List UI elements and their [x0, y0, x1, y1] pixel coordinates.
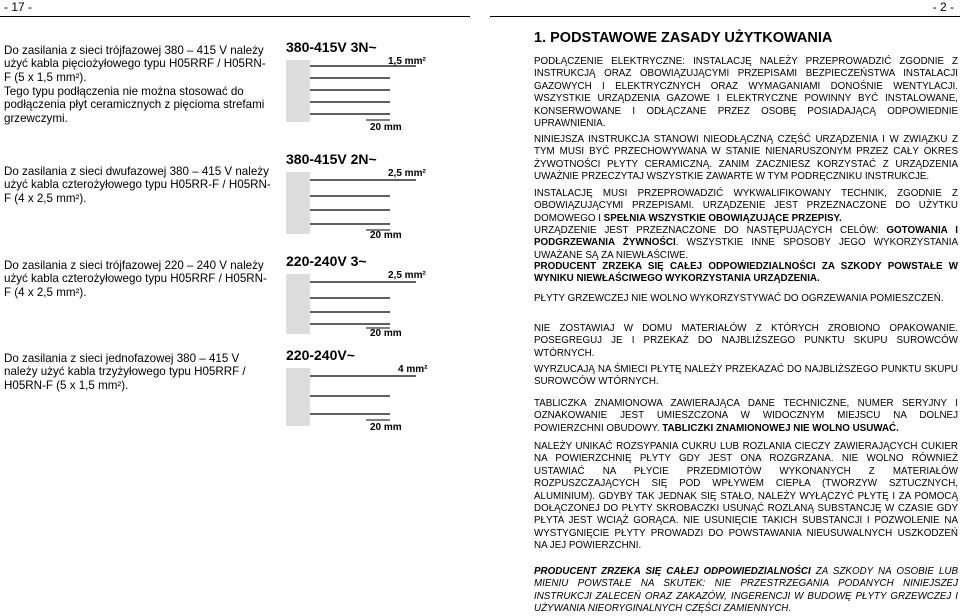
- diagram-section: 1,5 mm²: [388, 56, 426, 67]
- paragraph-bold-text: SPEŁNIA WSZYSTKIE OBOWIĄZUJĄCE PRZEPISY.: [603, 212, 842, 224]
- paragraph-text: INSTALACJĘ MUSI PRZEPROWADZIĆ WYKWALIFIKOWANY TECHNIK, ZGODNIE Z OBOWIĄZUJĄCYMI PRZEPISAMI. URZĄDZENIE JEST PRZEZNACZONE DO UŻYTKU DOMOWEGO I: [534, 188, 958, 224]
- diagram-label: 220-240V~: [286, 347, 355, 363]
- left-paragraph-1: Do zasilania z sieci trójfazowej 380 – 415 V należy użyć kabla pięciożyłowego typu H05RRF / H05RN-F (5 x 1,5 mm²).: [4, 44, 266, 84]
- diagram-strip: 20 mm: [370, 230, 402, 241]
- safety-paragraph-2: NINIEJSZA INSTRUKCJA STANOWI NIEODŁĄCZNĄ CZĘŚĆ URZĄDZENIA I W ZWIĄZKU Z TYM MUSI BYĆ PRZECHOWYWANA W STANIE NIENARUSZONYM PRZEZ CAŁY OKRES ŻYWOTNOŚCI PŁYTY CERAMICZNĄ. ZANIM ZACZNIESZ KORZYSTAĆ Z URZĄDZENIA UWAŻNIE PRZECZYTAJ WSZYSTKIE ZAWARTE W TYM PODRĘCZNIKU INSTRUKCJE.: [534, 134, 958, 183]
- paragraph-text: . WSZYSTKIE INNE SPOSOBY JEGO WYKORZYSTANIA UWAŻANE SĄ ZA NIEWŁAŚCIWE.: [534, 237, 958, 261]
- left-paragraph-3: Do zasilania z sieci dwufazowej 380 – 415 V należy użyć kabla czterożyłowego typu H05RR-F / H05RN-F (4 x 2,5 mm²).: [4, 165, 271, 205]
- left-paragraph-5: Do zasilania z sieci jednofazowej 380 – 415 V należy użyć kabla trzyżyłowego typu H05RRF / H05RN-F (5 x 1,5 mm²).: [4, 352, 246, 392]
- safety-paragraph-1: PODŁĄCZENIE ELEKTRYCZNE: INSTALACJĘ NALEŻY PRZEPROWADZIĆ ZGODNIE Z INSTRUKCJĄ ORAZ OBOWIĄZUJĄCYMI PRZEPISAMI BEZPIECZEŃSTWA INSTALACJI GAZOWYCH I ELEKTRYCZNYCH ORAZ WYMAGANIAMI DONOŚNIE WENTYLACJI. WSZYSTKIE URZĄDZENIA GAZOWE I ELEKTRYCZNE POWINNY BYĆ INSTALOWANE, KONSERWOWANE I ODŁĄCZANE PRZEZ OSOBĘ POSIADAJĄCĄ ODPOWIEDNIE UPRAWNIENIA.: [534, 56, 958, 130]
- safety-paragraph-7: NIE ZOSTAWIAJ W DOMU MATERIAŁÓW Z KTÓRYCH ZROBIONO OPAKOWANIE. POSEGREGUJ JE I PRZEKAŻ DO NAJBLIŻSZEGO PUNKTU SKUPU SUROWCÓW WTÓRNYCH.: [534, 323, 958, 359]
- cable-diagram-3: [282, 252, 438, 344]
- safety-paragraph-8: WYRZUCAJĄ NA ŚMIECI PŁYTĘ NALEŻY PRZEKAZAĆ DO NAJBLIŻSZEGO PUNKTU SKUPU SUROWCÓW WTÓRNYCH.: [534, 364, 958, 388]
- safety-paragraph-9: [534, 398, 958, 435]
- cable-diagram-2: [282, 150, 438, 242]
- paragraph-text: TABLICZKA ZNAMIONOWA ZAWIERAJĄCA DANE TECHNICZNE, NUMER SERYJNY I OZNAKOWANIE JEST UMIESZCZONA W WIDOCZNYM MIEJSCU NA DOLNEJ POWIERZCHNI OBUDOWY.: [534, 398, 958, 434]
- diagram-section: 4 mm²: [398, 364, 428, 375]
- diagram-strip: 20 mm: [370, 422, 402, 433]
- safety-paragraph-4: [534, 225, 958, 262]
- left-paragraph-4: Do zasilania z sieci trójfazowej 220 – 240 V należy użyć kabla czterożyłowego typu H05RRF / H05RN-F (4 x 2,5 mm²).: [4, 259, 267, 299]
- diagram-strip: 20 mm: [370, 328, 402, 339]
- paragraph-bold-text: PRODUCENT ZRZEKA SIĘ CAŁEJ ODPOWIEDZIALNOŚCI: [534, 566, 811, 577]
- cable-diagram-4: [282, 346, 438, 438]
- left-page-number: - 17 -: [4, 0, 33, 14]
- cable-diagram-1: [282, 38, 438, 130]
- safety-paragraph-10: NALEŻY UNIKAĆ ROZSYPANIA CUKRU LUB ROZLANIA CIECZY ZAWIERAJĄCYCH CUKIER NA POWIERZCHNIĘ PŁYTY GDY JEST ONA ROZGRZANA. NIE WOLNO RÓWNIEŻ USTAWIAĆ NA PŁYCIE PRZEDMIOTÓW WYKONANYCH Z MATERIAŁÓW ROZPUSZCZAJĄCYCH SIĘ POD WPŁYWEM CIEPŁA (TWORZYW SZTUCZNYCH, ALUMINIUM). GDYBY TAK JEDNAK SIĘ STAŁO, NALEŻY WYŁĄCZYĆ PŁYTĘ I ZA POMOCĄ DOŁĄCZONEJ DO PŁYTY SKROBACZKI USUNĄĆ ROZLANĄ SUBSTANCJĘ W CZASIE GDY PŁYTA JEST WCIĄŻ GORĄCA. NIE USUNIĘCIE TAKICH SUBSTANCJI I POZWOLENIE NA WYSTYGNIĘCIE PŁYTY PROWADZI DO POWSTAWANIA NIEUSUWALNYCH USZKODZEŃ NA JEJ POWIERZCHNI.: [534, 441, 958, 552]
- left-header-rule: [0, 16, 470, 17]
- safety-paragraph-3: [534, 188, 958, 225]
- diagram-label: 380-415V 2N~: [286, 151, 377, 167]
- diagram-strip: 20 mm: [370, 122, 402, 130]
- diagram-section: 2,5 mm²: [388, 270, 426, 281]
- right-page-number: - 2 -: [932, 0, 954, 14]
- left-paragraph-2: Tego typu podłączenia nie można stosować do podłączenia płyt ceramicznych z pięcioma strefami grzewczymi.: [4, 85, 265, 125]
- safety-paragraph-5: PRODUCENT ZRZEKA SIĘ CAŁEJ ODPOWIEDZIALNOŚCI ZA SZKODY POWSTAŁE W WYNIKU NIEWŁAŚCIWEGO WYKORZYSTANIA URZĄDZENIA.: [534, 261, 958, 285]
- diagram-label: 380-415V 3N~: [286, 39, 377, 55]
- paragraph-text: URZĄDZENIE JEST PRZEZNACZONE DO NASTĘPUJĄCYCH CELÓW:: [534, 225, 887, 236]
- right-header-rule: [490, 16, 960, 17]
- section-heading: 1. PODSTAWOWE ZASADY UŻYTKOWANIA: [534, 30, 833, 46]
- paragraph-bold-text: GOTOWANIA I PODGRZEWANIA ŻYWNOŚCI: [534, 225, 959, 249]
- diagram-label: 220-240V 3~: [286, 253, 367, 269]
- diagram-section: 2,5 mm²: [388, 168, 426, 179]
- safety-paragraph-11: PRODUCENT ZRZEKA SIĘ CAŁEJ ODPOWIEDZIALNOŚCI ZA SZKODY NA OSOBIE LUB MIENIU POWSTAŁE NA SKUTEK: NIE PRZESTRZEGANIA PODANYCH NINIEJSZEJ INSTRUKCJI ZALECEŃ ORAZ ZAKAZÓW, INGERENCJI W BUDOWĘ PŁYTY GRZEWCZEJ I UŻYWANIA NIEORYGINALNYCH CZĘŚCI ZAMIENNYCH.: [534, 566, 958, 615]
- safety-paragraph-6: PŁYTY GRZEWCZEJ NIE WOLNO WYKORZYSTYWAĆ DO OGRZEWANIA POMIESZCZEŃ.: [534, 293, 944, 304]
- paragraph-bold-text: TABLICZKI ZNAMIONOWEJ NIE WOLNO USUWAĆ.: [662, 422, 899, 434]
